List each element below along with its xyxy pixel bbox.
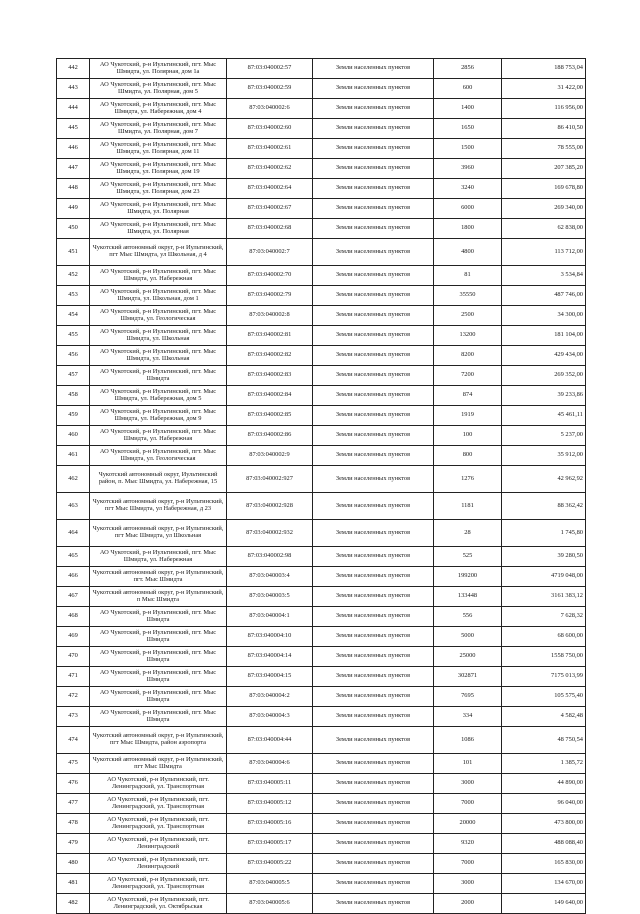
table-row (57, 647, 586, 667)
land-category-cell: Земли населенных пунктов (313, 627, 434, 647)
land-category-cell: Земли населенных пунктов (313, 493, 434, 520)
cadastral-value-cell: 86 410,50 (502, 119, 586, 139)
row-number: 459 (57, 406, 90, 426)
table-row (57, 266, 586, 286)
area-cell: 1276 (434, 466, 502, 493)
row-number: 446 (57, 139, 90, 159)
address-cell: Чукотский автономный округ, р-н Иультинский, пгт Мыс Шмидта, ул Школьная (90, 520, 227, 547)
area-cell: 133448 (434, 587, 502, 607)
land-category-cell: Земли населенных пунктов (313, 707, 434, 727)
cadastral-value-cell: 4719 048,00 (502, 567, 586, 587)
cadastral-value-cell: 62 838,00 (502, 219, 586, 239)
table-row (57, 814, 586, 834)
table-row (57, 159, 586, 179)
address-cell: АО Чукотский, р-н Иультинский, пгт. Мыс Шмидта, ул. Геологическая (90, 446, 227, 466)
row-number: 473 (57, 707, 90, 727)
area-cell: 199200 (434, 567, 502, 587)
cadastral-value-cell: 1 385,72 (502, 754, 586, 774)
area-cell: 1086 (434, 727, 502, 754)
land-category-cell: Земли населенных пунктов (313, 219, 434, 239)
cadastral-number-cell: 87:03:040004:15 (227, 667, 313, 687)
cadastral-number-cell: 87:03:040002:98 (227, 547, 313, 567)
cadastral-number-cell: 87:03:040002:928 (227, 493, 313, 520)
cadastral-number-cell: 87:03:040004:14 (227, 647, 313, 667)
area-cell: 800 (434, 446, 502, 466)
row-number: 445 (57, 119, 90, 139)
area-cell: 25000 (434, 647, 502, 667)
cadastral-value-cell: 45 461,11 (502, 406, 586, 426)
area-cell: 7695 (434, 687, 502, 707)
table-row (57, 547, 586, 567)
cadastral-value-cell: 3161 383,12 (502, 587, 586, 607)
address-cell: АО Чукотский, р-н Иультинский, пгт. Ленинградский (90, 834, 227, 854)
row-number: 454 (57, 306, 90, 326)
area-cell: 2000 (434, 894, 502, 914)
cadastral-value-cell: 3 534,84 (502, 266, 586, 286)
row-number: 474 (57, 727, 90, 754)
land-category-cell: Земли населенных пунктов (313, 99, 434, 119)
area-cell: 13200 (434, 326, 502, 346)
address-cell: АО Чукотский, р-н Иультинский, пгт. Мыс Шмидта, ул. Полярная, дом 19 (90, 159, 227, 179)
row-number: 462 (57, 466, 90, 493)
land-plot-table (56, 58, 586, 914)
land-category-cell: Земли населенных пунктов (313, 179, 434, 199)
area-cell: 1181 (434, 493, 502, 520)
table-row (57, 727, 586, 754)
table-body (57, 59, 586, 914)
land-category-cell: Земли населенных пунктов (313, 386, 434, 406)
row-number: 443 (57, 79, 90, 99)
row-number: 472 (57, 687, 90, 707)
area-cell: 81 (434, 266, 502, 286)
row-number: 469 (57, 627, 90, 647)
cadastral-number-cell: 87:03:040002:68 (227, 219, 313, 239)
row-number: 475 (57, 754, 90, 774)
cadastral-value-cell: 39 280,50 (502, 547, 586, 567)
cadastral-value-cell: 181 104,00 (502, 326, 586, 346)
row-number: 476 (57, 774, 90, 794)
cadastral-value-cell: 68 600,00 (502, 627, 586, 647)
cadastral-value-cell: 31 422,00 (502, 79, 586, 99)
cadastral-value-cell: 48 750,54 (502, 727, 586, 754)
land-category-cell: Земли населенных пунктов (313, 239, 434, 266)
address-cell: Чукотский автономный округ, р-н Иультинский, п Мыс Шмидта (90, 587, 227, 607)
table-row (57, 306, 586, 326)
cadastral-number-cell: 87:03:040005:22 (227, 854, 313, 874)
area-cell: 28 (434, 520, 502, 547)
land-category-cell: Земли населенных пунктов (313, 894, 434, 914)
cadastral-value-cell: 96 040,00 (502, 794, 586, 814)
land-category-cell: Земли населенных пунктов (313, 754, 434, 774)
row-number: 442 (57, 59, 90, 79)
address-cell: АО Чукотский, р-н Иультинский, пгт. Мыс Шмидта, ул. Полярная (90, 219, 227, 239)
table-row (57, 466, 586, 493)
area-cell: 7000 (434, 854, 502, 874)
table-row (57, 567, 586, 587)
address-cell: Чукотский автономный округ, р-н Иультинский, пгт Мыс Шмидта (90, 754, 227, 774)
table-row (57, 239, 586, 266)
cadastral-number-cell: 87:03:040002:927 (227, 466, 313, 493)
cadastral-value-cell: 1 745,80 (502, 520, 586, 547)
land-category-cell: Земли населенных пунктов (313, 446, 434, 466)
table-row (57, 587, 586, 607)
area-cell: 4800 (434, 239, 502, 266)
address-cell: Чукотский автономный округ, р-н Иультинский, пгт Мыс Шмидта, ул Набережная, д 23 (90, 493, 227, 520)
row-number: 455 (57, 326, 90, 346)
cadastral-value-cell: 7 628,32 (502, 607, 586, 627)
land-category-cell: Земли населенных пунктов (313, 466, 434, 493)
row-number: 456 (57, 346, 90, 366)
table-row (57, 874, 586, 894)
cadastral-number-cell: 87:03:040005:6 (227, 894, 313, 914)
area-cell: 2856 (434, 59, 502, 79)
address-cell: АО Чукотский, р-н Иультинский, пгт. Мыс Шмидта, ул. Полярная, дом 11 (90, 139, 227, 159)
cadastral-number-cell: 87:03:040002:60 (227, 119, 313, 139)
cadastral-number-cell: 87:03:040002:82 (227, 346, 313, 366)
address-cell: АО Чукотский, р-н Иультинский, пгт. Мыс Шмидта (90, 647, 227, 667)
table-row (57, 794, 586, 814)
cadastral-number-cell: 87:03:040005:17 (227, 834, 313, 854)
address-cell: АО Чукотский, р-н Иультинский, пгт. Мыс Шмидта, ул. Набережная, дом 9 (90, 406, 227, 426)
land-category-cell: Земли населенных пунктов (313, 774, 434, 794)
address-cell: АО Чукотский, р-н Иультинский, пгт. Мыс Шмидта (90, 667, 227, 687)
cadastral-number-cell: 87:03:040002:86 (227, 426, 313, 446)
table-row (57, 59, 586, 79)
cadastral-number-cell: 87:03:040003:4 (227, 567, 313, 587)
address-cell: АО Чукотский, р-н Иультинский, пгт. Мыс Шмидта, ул. Полярная, дом 5 (90, 79, 227, 99)
address-cell: АО Чукотский, р-н Иультинский, пгт. Мыс Шмидта, ул. Набережная, дом 5 (90, 386, 227, 406)
land-category-cell: Земли населенных пунктов (313, 119, 434, 139)
table-row (57, 520, 586, 547)
cadastral-number-cell: 87:03:040004:44 (227, 727, 313, 754)
row-number: 450 (57, 219, 90, 239)
area-cell: 600 (434, 79, 502, 99)
area-cell: 874 (434, 386, 502, 406)
land-category-cell: Земли населенных пунктов (313, 687, 434, 707)
table-row (57, 667, 586, 687)
cadastral-value-cell: 269 352,00 (502, 366, 586, 386)
land-category-cell: Земли населенных пунктов (313, 727, 434, 754)
cadastral-value-cell: 473 800,00 (502, 814, 586, 834)
area-cell: 7000 (434, 794, 502, 814)
row-number: 479 (57, 834, 90, 854)
land-category-cell: Земли населенных пунктов (313, 406, 434, 426)
table-row (57, 894, 586, 914)
row-number: 449 (57, 199, 90, 219)
cadastral-value-cell: 149 640,00 (502, 894, 586, 914)
land-category-cell: Земли населенных пунктов (313, 794, 434, 814)
row-number: 444 (57, 99, 90, 119)
address-cell: АО Чукотский, р-н Иультинский, пгт. Ленинградский, ул. Октябрьская (90, 894, 227, 914)
cadastral-number-cell: 87:03:040002:84 (227, 386, 313, 406)
cadastral-value-cell: 4 582,48 (502, 707, 586, 727)
table-row (57, 179, 586, 199)
document-page (56, 58, 585, 914)
land-category-cell: Земли населенных пунктов (313, 159, 434, 179)
row-number: 467 (57, 587, 90, 607)
table-row (57, 426, 586, 446)
address-cell: АО Чукотский, р-н Иультинский, пгт. Мыс Шмидта (90, 627, 227, 647)
address-cell: АО Чукотский, р-н Иультинский, пгт. Ленинградский (90, 854, 227, 874)
table-row (57, 687, 586, 707)
area-cell: 7200 (434, 366, 502, 386)
row-number: 461 (57, 446, 90, 466)
address-cell: АО Чукотский, р-н Иультинский, пгт. Мыс Шмидта (90, 607, 227, 627)
land-category-cell: Земли населенных пунктов (313, 607, 434, 627)
area-cell: 1400 (434, 99, 502, 119)
cadastral-number-cell: 87:03:040002:85 (227, 406, 313, 426)
area-cell: 3960 (434, 159, 502, 179)
row-number: 451 (57, 239, 90, 266)
address-cell: АО Чукотский, р-н Иультинский, пгт. Ленинградский, ул. Транспортная (90, 874, 227, 894)
cadastral-value-cell: 188 753,04 (502, 59, 586, 79)
table-row (57, 493, 586, 520)
cadastral-number-cell: 87:03:040005:12 (227, 794, 313, 814)
address-cell: Чукотский автономный округ, Иультинский район, п. Мыс Шмидта, ул. Набережная, 15 (90, 466, 227, 493)
area-cell: 1500 (434, 139, 502, 159)
row-number: 471 (57, 667, 90, 687)
row-number: 453 (57, 286, 90, 306)
land-category-cell: Земли населенных пунктов (313, 647, 434, 667)
row-number: 447 (57, 159, 90, 179)
row-number: 480 (57, 854, 90, 874)
land-category-cell: Земли населенных пунктов (313, 834, 434, 854)
cadastral-value-cell: 207 385,20 (502, 159, 586, 179)
area-cell: 101 (434, 754, 502, 774)
table-row (57, 79, 586, 99)
cadastral-number-cell: 87:03:040002:8 (227, 306, 313, 326)
cadastral-number-cell: 87:03:040004:1 (227, 607, 313, 627)
row-number: 468 (57, 607, 90, 627)
area-cell: 8200 (434, 346, 502, 366)
address-cell: АО Чукотский, р-н Иультинский, пгт. Мыс Шмидта, ул. Набережная (90, 426, 227, 446)
area-cell: 3240 (434, 179, 502, 199)
address-cell: АО Чукотский, р-н Иультинский, пгт. Мыс Шмидта (90, 687, 227, 707)
cadastral-value-cell: 88 362,42 (502, 493, 586, 520)
cadastral-number-cell: 87:03:040002:67 (227, 199, 313, 219)
area-cell: 5000 (434, 627, 502, 647)
address-cell: АО Чукотский, р-н Иультинский, пгт. Мыс Шмидта, ул. Набережная (90, 266, 227, 286)
cadastral-value-cell: 134 670,00 (502, 874, 586, 894)
cadastral-value-cell: 78 555,00 (502, 139, 586, 159)
address-cell: АО Чукотский, р-н Иультинский, пгт. Ленинградский, ул. Транспортная (90, 774, 227, 794)
row-number: 460 (57, 426, 90, 446)
land-category-cell: Земли населенных пунктов (313, 874, 434, 894)
cadastral-number-cell: 87:03:040002:57 (227, 59, 313, 79)
cadastral-number-cell: 87:03:040003:5 (227, 587, 313, 607)
cadastral-number-cell: 87:03:040002:79 (227, 286, 313, 306)
address-cell: АО Чукотский, р-н Иультинский, пгт. Мыс Шмидта, ул. Школьная (90, 346, 227, 366)
table-row (57, 199, 586, 219)
address-cell: АО Чукотский, р-н Иультинский, пгт. Мыс Шмидта, ул. Набережная (90, 547, 227, 567)
table-row (57, 386, 586, 406)
row-number: 481 (57, 874, 90, 894)
cadastral-number-cell: 87:03:040004:2 (227, 687, 313, 707)
address-cell: АО Чукотский, р-н Иультинский, пгт. Ленинградский, ул. Транспортная (90, 794, 227, 814)
land-category-cell: Земли населенных пунктов (313, 199, 434, 219)
land-category-cell: Земли населенных пунктов (313, 286, 434, 306)
land-category-cell: Земли населенных пунктов (313, 547, 434, 567)
land-category-cell: Земли населенных пунктов (313, 814, 434, 834)
area-cell: 1919 (434, 406, 502, 426)
cadastral-value-cell: 113 712,00 (502, 239, 586, 266)
table-row (57, 854, 586, 874)
table-row (57, 219, 586, 239)
address-cell: АО Чукотский, р-н Иультинский, пгт. Мыс Шмидта, ул. Школьная, дом 1 (90, 286, 227, 306)
cadastral-value-cell: 269 340,00 (502, 199, 586, 219)
cadastral-value-cell: 35 912,00 (502, 446, 586, 466)
cadastral-value-cell: 169 678,80 (502, 179, 586, 199)
row-number: 463 (57, 493, 90, 520)
cadastral-number-cell: 87:03:040002:6 (227, 99, 313, 119)
table-row (57, 99, 586, 119)
row-number: 457 (57, 366, 90, 386)
address-cell: АО Чукотский, р-н Иультинский, пгт. Мыс Шмидта, ул. Геологическая (90, 306, 227, 326)
row-number: 466 (57, 567, 90, 587)
address-cell: АО Чукотский, р-н Иультинский, пгт. Мыс Шмидта, ул. Полярная (90, 199, 227, 219)
table-row (57, 119, 586, 139)
cadastral-number-cell: 87:03:040002:70 (227, 266, 313, 286)
row-number: 465 (57, 547, 90, 567)
cadastral-number-cell: 87:03:040002:81 (227, 326, 313, 346)
area-cell: 334 (434, 707, 502, 727)
row-number: 458 (57, 386, 90, 406)
cadastral-value-cell: 488 088,40 (502, 834, 586, 854)
row-number: 482 (57, 894, 90, 914)
table-row (57, 366, 586, 386)
area-cell: 302871 (434, 667, 502, 687)
row-number: 477 (57, 794, 90, 814)
table-row (57, 774, 586, 794)
row-number: 478 (57, 814, 90, 834)
address-cell: АО Чукотский, р-н Иультинский, пгт. Мыс Шмидта, ул. Полярная, дом 1а (90, 59, 227, 79)
area-cell: 3000 (434, 774, 502, 794)
cadastral-number-cell: 87:03:040005:5 (227, 874, 313, 894)
cadastral-value-cell: 34 300,00 (502, 306, 586, 326)
land-category-cell: Земли населенных пунктов (313, 667, 434, 687)
area-cell: 35550 (434, 286, 502, 306)
cadastral-number-cell: 87:03:040004:3 (227, 707, 313, 727)
address-cell: АО Чукотский, р-н Иультинский, пгт. Мыс Шмидта, ул. Полярная, дом 7 (90, 119, 227, 139)
cadastral-number-cell: 87:03:040002:83 (227, 366, 313, 386)
area-cell: 6000 (434, 199, 502, 219)
address-cell: АО Чукотский, р-н Иультинский, пгт. Мыс Шмидта (90, 707, 227, 727)
land-category-cell: Земли населенных пунктов (313, 326, 434, 346)
area-cell: 9320 (434, 834, 502, 854)
cadastral-value-cell: 429 434,00 (502, 346, 586, 366)
area-cell: 525 (434, 547, 502, 567)
cadastral-value-cell: 116 956,00 (502, 99, 586, 119)
table-row (57, 607, 586, 627)
cadastral-value-cell: 487 746,00 (502, 286, 586, 306)
cadastral-number-cell: 87:03:040002:7 (227, 239, 313, 266)
address-cell: Чукотский автономный округ, р-н Иультинский, пгт. Мыс Шмидта (90, 567, 227, 587)
cadastral-number-cell: 87:03:040005:11 (227, 774, 313, 794)
cadastral-value-cell: 44 890,00 (502, 774, 586, 794)
table-row (57, 707, 586, 727)
area-cell: 20000 (434, 814, 502, 834)
land-category-cell: Земли населенных пунктов (313, 346, 434, 366)
address-cell: АО Чукотский, р-н Иультинский, пгт. Ленинградский, ул. Транспортная (90, 814, 227, 834)
area-cell: 556 (434, 607, 502, 627)
address-cell: Чукотский автономный округ, р-н Иультинский, пгт Мыс Шмидта, район аэропорта (90, 727, 227, 754)
table-row (57, 834, 586, 854)
row-number: 448 (57, 179, 90, 199)
area-cell: 100 (434, 426, 502, 446)
cadastral-number-cell: 87:03:040005:16 (227, 814, 313, 834)
land-category-cell: Земли населенных пунктов (313, 79, 434, 99)
cadastral-number-cell: 87:03:040002:9 (227, 446, 313, 466)
cadastral-value-cell: 165 830,00 (502, 854, 586, 874)
land-category-cell: Земли населенных пунктов (313, 306, 434, 326)
table-row (57, 286, 586, 306)
table-row (57, 406, 586, 426)
row-number: 464 (57, 520, 90, 547)
cadastral-value-cell: 1558 750,00 (502, 647, 586, 667)
table-row (57, 326, 586, 346)
cadastral-number-cell: 87:03:040002:64 (227, 179, 313, 199)
cadastral-number-cell: 87:03:040004:10 (227, 627, 313, 647)
cadastral-value-cell: 42 962,92 (502, 466, 586, 493)
table-row (57, 346, 586, 366)
land-category-cell: Земли населенных пунктов (313, 520, 434, 547)
cadastral-value-cell: 105 575,40 (502, 687, 586, 707)
cadastral-number-cell: 87:03:040002:59 (227, 79, 313, 99)
land-category-cell: Земли населенных пунктов (313, 366, 434, 386)
row-number: 452 (57, 266, 90, 286)
area-cell: 1800 (434, 219, 502, 239)
cadastral-value-cell: 7175 013,99 (502, 667, 586, 687)
land-category-cell: Земли населенных пунктов (313, 426, 434, 446)
cadastral-number-cell: 87:03:040002:62 (227, 159, 313, 179)
land-category-cell: Земли населенных пунктов (313, 587, 434, 607)
cadastral-value-cell: 39 233,86 (502, 386, 586, 406)
land-category-cell: Земли населенных пунктов (313, 567, 434, 587)
table-row (57, 627, 586, 647)
land-category-cell: Земли населенных пунктов (313, 266, 434, 286)
address-cell: АО Чукотский, р-н Иультинский, пгт. Мыс Шмидта, ул. Полярная, дом 23 (90, 179, 227, 199)
cadastral-number-cell: 87:03:040002:932 (227, 520, 313, 547)
land-category-cell: Земли населенных пунктов (313, 59, 434, 79)
land-category-cell: Земли населенных пунктов (313, 139, 434, 159)
row-number: 470 (57, 647, 90, 667)
address-cell: АО Чукотский, р-н Иультинский, пгт. Мыс Шмидта, ул. Набережная, дом 4 (90, 99, 227, 119)
area-cell: 3000 (434, 874, 502, 894)
land-category-cell: Земли населенных пунктов (313, 854, 434, 874)
cadastral-value-cell: 5 237,00 (502, 426, 586, 446)
table-row (57, 754, 586, 774)
address-cell: Чукотский автономный округ, р-н Иультинский, пгт Мыс Шмидта, ул Школьная, д 4 (90, 239, 227, 266)
area-cell: 1650 (434, 119, 502, 139)
table-row (57, 139, 586, 159)
address-cell: АО Чукотский, р-н Иультинский, пгт. Мыс Шмидта (90, 366, 227, 386)
table-row (57, 446, 586, 466)
cadastral-number-cell: 87:03:040002:61 (227, 139, 313, 159)
address-cell: АО Чукотский, р-н Иультинский, пгт. Мыс Шмидта, ул. Школьная (90, 326, 227, 346)
cadastral-number-cell: 87:03:040004:6 (227, 754, 313, 774)
area-cell: 2500 (434, 306, 502, 326)
